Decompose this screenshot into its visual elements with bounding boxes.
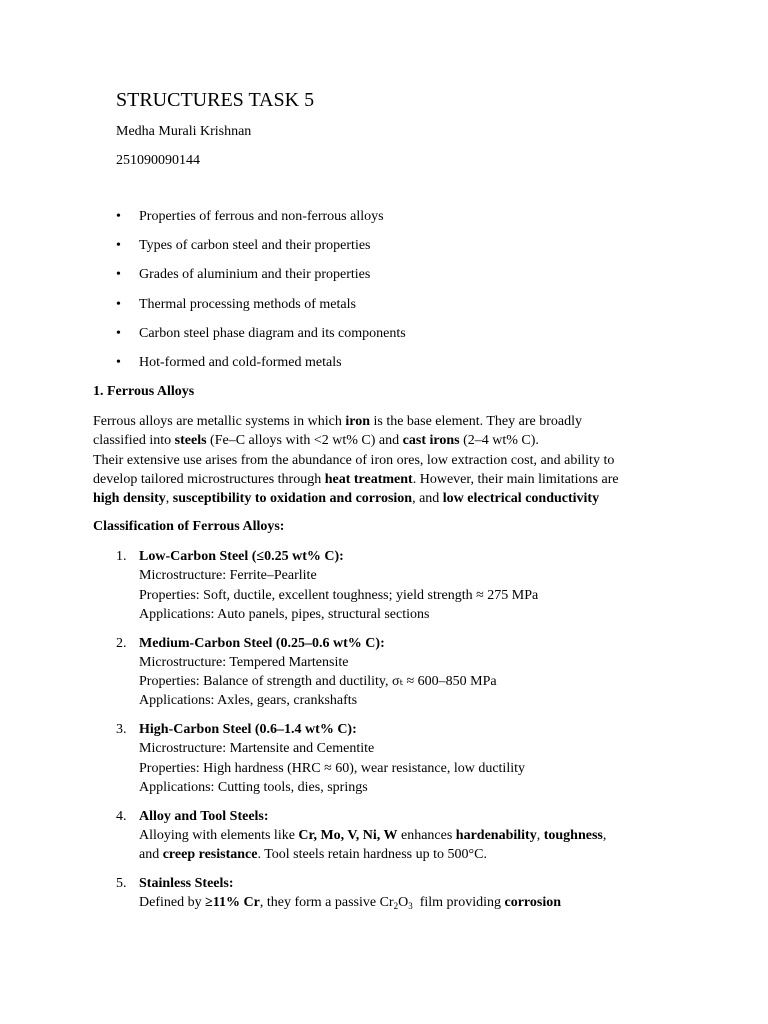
text-run: (2–4 wt% C). [459,433,539,449]
item-heading: Alloy and Tool Steels: [139,808,269,824]
bullet-icon: • [116,354,121,370]
text-run: enhances [397,828,456,844]
text-run-bold: heat treatment [324,471,413,487]
list-item [116,874,696,917]
item-line: Microstructure: Martensite and Cementite [139,741,375,757]
list-item [116,296,406,325]
text-run-bold: high density [93,491,166,507]
list-item [116,237,406,266]
text-run: (Fe–C alloys with <2 wt% C) and [206,433,403,449]
text-run: Ferrous alloys are metallic systems in which [93,414,346,429]
text-run-bold: Cr, Mo, V, Ni, W [298,828,398,844]
item-heading: Medium-Carbon Steel (0.25–0.6 wt% C): [139,635,385,651]
item-number: 4. [116,808,127,824]
intro-paragraph [93,412,693,508]
text-run: develop tailored microstructures through [93,471,325,487]
bullet-icon: • [116,296,121,312]
list-item [116,266,406,295]
text-run: , [536,828,544,844]
item-number: 2. [116,635,127,651]
text-run-bold: steels [174,433,207,449]
text-run: , and [412,491,443,507]
text-run-bold: corrosion [504,895,562,911]
item-heading: Low-Carbon Steel (≤0.25 wt% C): [139,549,344,564]
classification-list [116,547,696,926]
paragraph-line [93,431,693,450]
list-item [116,720,696,797]
list-item [116,547,696,624]
paragraph-line: Their extensive use arises from the abundance of iron ores, low extraction cost, and ability to [93,452,615,468]
list-item [116,208,406,237]
text-run-bold: creep resistance [162,847,258,863]
paragraph-line [93,489,693,508]
section-heading: 1. Ferrous Alloys [93,384,195,399]
paragraph-line [93,412,693,431]
text-run-bold: low electrical conductivity [442,491,600,507]
text-run-bold: cast irons [402,433,460,449]
list-item-text: Thermal processing methods of metals [139,296,356,312]
classification-heading: Classification of Ferrous Alloys: [93,519,285,534]
text-run: is the base element. They are broadly [369,414,582,429]
item-heading: High-Carbon Steel (0.6–1.4 wt% C): [139,722,357,738]
item-line: Microstructure: Ferrite–Pearlite [139,568,317,584]
item-line [139,845,696,864]
paragraph-line [93,470,693,489]
list-item-text: Types of carbon steel and their properties [139,238,371,254]
text-run-bold: ≥11% Cr [205,895,260,911]
list-item-text: Hot-formed and cold-formed metals [139,354,342,370]
list-item [116,325,406,354]
subscript: 3 [408,901,413,912]
text-run-bold: susceptibility to oxidation and corrosion [172,491,413,507]
list-item-text: Grades of aluminium and their properties [139,267,371,283]
item-line: Applications: Axles, gears, crankshafts [139,693,358,709]
item-line: Applications: Auto panels, pipes, structural sections [139,606,430,622]
text-run: Defined by [139,895,206,911]
list-item [116,807,696,865]
item-line: Properties: Balance of strength and ductility, σₜ ≈ 600–850 MPa [139,674,497,690]
item-line: Properties: High hardness (HRC ≈ 60), wear resistance, low ductility [139,760,525,776]
text-run: , they form a passive Cr [259,895,394,911]
student-id: 251090090144 [116,153,200,168]
text-run: , [602,828,607,844]
text-run: Alloying with elements like [139,828,299,844]
item-number: 1. [116,549,127,564]
document-title: STRUCTURES TASK 5 [116,89,315,111]
text-run-bold: iron [345,414,370,429]
text-run: film providing [412,895,505,911]
text-run: O [398,895,409,911]
bullet-icon: • [116,267,121,283]
item-line: Properties: Soft, ductile, excellent toughness; yield strength ≈ 275 MPa [139,587,539,603]
list-item [116,354,406,383]
topic-list [116,208,406,383]
item-line [139,893,696,916]
bullet-icon: • [116,209,121,224]
item-line: Applications: Cutting tools, dies, springs [139,780,368,796]
list-item [116,634,696,711]
list-item-text: Properties of ferrous and non-ferrous alloys [139,209,384,224]
item-number: 3. [116,722,127,738]
subscript: 2 [393,901,399,912]
text-run: classified into [93,433,175,449]
list-item-text: Carbon steel phase diagram and its components [139,325,406,341]
text-run: . However, their main limitations are [412,471,619,487]
text-run: , [165,491,173,507]
item-number: 5. [116,876,127,892]
text-run-bold: hardenability [455,828,537,844]
text-run: . Tool steels retain hardness up to 500°C. [257,847,487,863]
bullet-icon: • [116,238,121,254]
bullet-icon: • [116,325,121,341]
item-heading: Stainless Steels: [139,876,234,892]
item-line [139,826,696,845]
item-line: Microstructure: Tempered Martensite [139,654,349,670]
text-run: and [139,847,163,863]
text-run-bold: toughness [543,828,603,844]
author-name: Medha Murali Krishnan [116,124,252,139]
